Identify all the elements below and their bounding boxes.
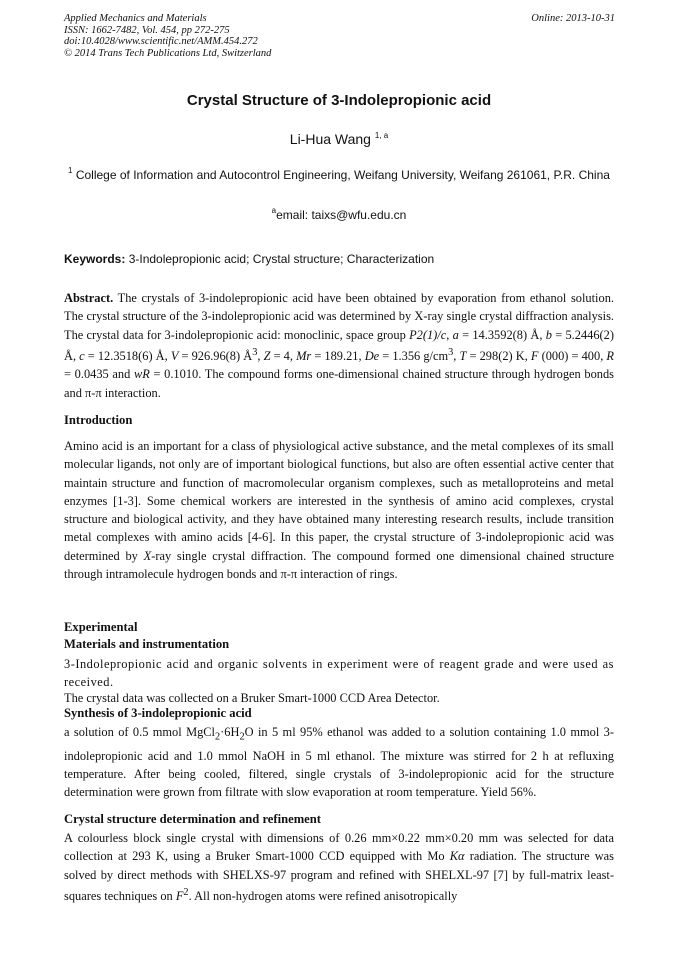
param-f: F (530, 349, 539, 364)
affiliation-mark: 1 (68, 166, 73, 175)
doi-line: doi:10.4028/www.scientific.net/AMM.454.272 (64, 36, 258, 48)
superscript: 3 (448, 346, 454, 358)
param-a: a (452, 327, 459, 342)
param-mr: Mr (296, 349, 312, 364)
synthesis-paragraph (64, 723, 614, 802)
param-t: T (459, 349, 467, 364)
abstract-text: = 14.3592(8) Å, (458, 327, 546, 342)
csd-text: A colourless block single crystal with dimensions of 0.26 mm×0.22 mm×0.20 mm was selected for data collection at 293 K, using a Bruker Smart-1000 CCD equipped with Mo (64, 831, 614, 864)
param-v: V (170, 349, 179, 364)
abstract-text: = 5.2446(2) Å, (64, 327, 614, 364)
intro-text: -ray single crystal diffraction. The compound formed one dimensional chained structure through intramolecule hydrogen bonds and π-π interaction of rings. (64, 548, 614, 582)
copyright-line: © 2014 Trans Tech Publications Ltd, Switzerland (64, 47, 272, 59)
experimental-heading: Experimental (64, 620, 138, 634)
email-mark: a (271, 206, 277, 215)
author-name: Li-Hua Wang (289, 131, 375, 147)
keywords-label: Keywords: (64, 252, 126, 266)
subscript: 2 (215, 731, 221, 743)
keywords (64, 252, 624, 266)
abstract-text: = 0.1010. The compound forms one-dimensional chained structure through hydrogen bonds and π-π interaction. (64, 367, 614, 400)
abstract-text: The crystals of 3-indolepropionic acid have been obtained by evaporation from ethanol solution. The crystal structure of the 3-indolepropionic acid was determined by X-ray single crystal diffraction analysis. The crystal data for 3-indolepropionic acid: monoclinic, space group (64, 291, 614, 342)
abstract-label: Abstract. (64, 291, 114, 305)
online-date: Online: 2013-10-31 (531, 13, 615, 24)
abstract-text: = 189.21, (311, 349, 365, 364)
param-r: R (606, 349, 614, 364)
affiliation (64, 165, 614, 186)
author-affil-mark: 1, a (374, 131, 389, 140)
instrument-paragraph: The crystal data was collected on a Bruker Smart-1000 CCD Area Detector. (64, 691, 440, 705)
param-de: De (364, 349, 380, 364)
abstract-text: = 12.3518(6) Å, (84, 349, 171, 364)
param-z: Z (263, 349, 271, 364)
param-c: c (79, 349, 85, 364)
k-alpha: Kα (449, 849, 465, 864)
introduction-heading: Introduction (64, 413, 133, 427)
synthesis-text: O in 5 ml 95% ethanol was added to a solution containing 1.0 mmol 3-indolepropionic acid and 1.0 mmol NaOH in 5 ml ethanol. The mixture was stirred for 2 h at refluxing temperature. After being cooled, filtered, single crystals of 3-indolepropionic acid for the structure determination were grown from filtrate with slow evaporation at room temperature. Yield 56%. (64, 725, 614, 800)
author-line (0, 131, 678, 147)
abstract-text: = 926.96(8) Å (178, 349, 253, 364)
abstract-text: , (453, 349, 460, 364)
introduction-text (64, 437, 614, 583)
abstract-text: = 0.0435 and (64, 367, 134, 382)
x-ray-italic: X (143, 548, 152, 563)
materials-paragraph: 3-Indolepropionic acid and organic solvents in experiment were of reagent grade and were used as received. (64, 657, 614, 690)
f-italic: F (175, 889, 184, 904)
abstract-text: = 1.356 g/cm (379, 349, 449, 364)
synthesis-heading: Synthesis of 3-indolepropionic acid (64, 706, 252, 720)
keywords-text: 3-Indolepropionic acid; Crystal structure; Characterization (125, 252, 435, 266)
affiliation-text: College of Information and Autocontrol Engineering, Weifang University, Weifang 261061, P.R. China (72, 168, 610, 182)
journal-header (64, 13, 364, 59)
space-group: P2(1)/c (409, 327, 447, 342)
abstract-text: = 4, (270, 349, 297, 364)
materials-heading: Materials and instrumentation (64, 637, 230, 651)
superscript: 3 (252, 346, 258, 358)
email-line (0, 208, 678, 222)
structure-determination-heading: Crystal structure determination and refinement (64, 812, 321, 826)
abstract-text: (000) = 400, (538, 349, 607, 364)
abstract-text: , (257, 349, 264, 364)
abstract (64, 289, 614, 402)
param-wr: wR (133, 367, 150, 382)
csd-text: radiation. The structure was solved by direct methods with SHELXS-97 program and refined with SHELXL-97 [7] by full-matrix least-squares techniques on (64, 849, 615, 904)
abstract-text: , (446, 327, 453, 342)
journal-name: Applied Mechanics and Materials (64, 13, 207, 24)
csd-text: . All non-hydrogen atoms were refined anisotropically (188, 889, 458, 904)
email-text[interactable]: email: taixs@wfu.edu.cn (276, 208, 407, 222)
intro-text: Amino acid is an important for a class of physiological active substance, and the metal complexes of its small molecular ligands, not only are of important biological functions, but also are often essential active center that maintain structure and function of macromolecular organism complexes, such as metalloproteins and metal enzymes [1-3]. Some chemical workers are interested in the synthesis of amino acid complexes, crystal structure and biological activity, and they have obtained many interesting research results, include transition metal complexes with amino acids [4-6]. In this paper, the crystal structure of 3-indolepropionic acid was determined by (64, 439, 614, 563)
structure-determination-paragraph (64, 829, 614, 905)
subscript: 2 (239, 731, 245, 743)
paper-title: Crystal Structure of 3-Indolepropionic acid (186, 92, 492, 109)
param-b: b (545, 327, 552, 342)
issn-line: ISSN: 1662-7482, Vol. 454, pp 272-275 (64, 24, 230, 36)
superscript: 2 (183, 886, 189, 898)
synthesis-text: a solution of 0.5 mmol MgCl (64, 725, 215, 739)
abstract-text: = 298(2) K, (466, 349, 531, 364)
synthesis-text: ·6H (220, 725, 240, 739)
